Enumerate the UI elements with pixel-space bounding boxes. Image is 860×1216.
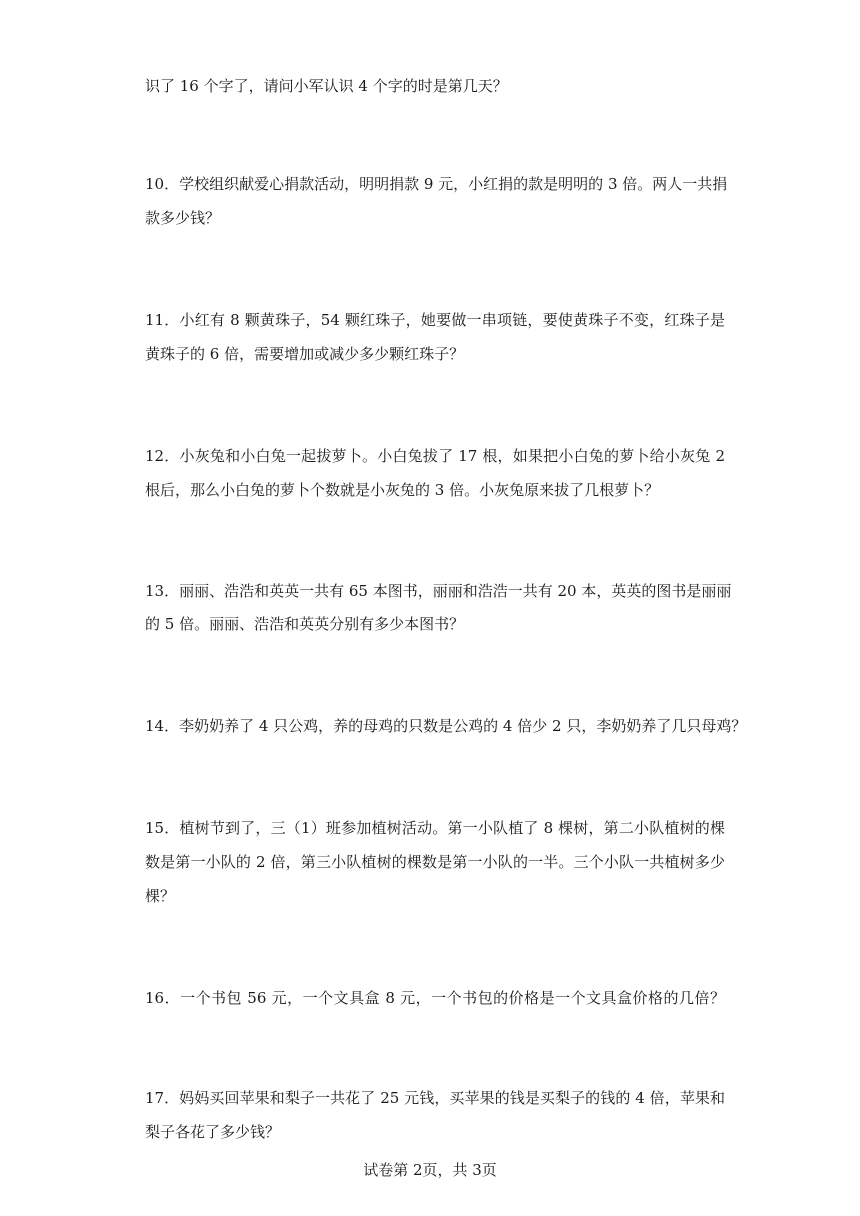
- page-footer: 试卷第 2页，共 3页: [363, 1161, 497, 1179]
- question-16-line-1: 16．一个书包 56 元，一个文具盒 8 元，一个书包的价格是一个文具盒价格的几倍？: [145, 989, 725, 1007]
- question-17-line-2: 梨子各花了多少钱？: [145, 1123, 281, 1141]
- question-13-line-1: 13．丽丽、浩浩和英英一共有 65 本图书，丽丽和浩浩一共有 20 本，英英的图书是丽丽: [145, 582, 732, 600]
- question-12-line-2: 根后，那么小白兔的萝卜个数就是小灰兔的 3 倍。小灰兔原来拔了几根萝卜？: [145, 481, 660, 499]
- question-14-line-1: 14．李奶奶养了 4 只公鸡，养的母鸡的只数是公鸡的 4 倍少 2 只，李奶奶养了几只母鸡？: [145, 717, 747, 735]
- question-12-line-1: 12．小灰兔和小白兔一起拔萝卜。小白兔拔了 17 根，如果把小白兔的萝卜给小灰兔 2: [145, 447, 725, 465]
- question-10-line-1: 10．学校组织献爱心捐款活动，明明捐款 9 元，小红捐的款是明明的 3 倍。两人一共捐: [145, 175, 728, 193]
- question-15-line-1: 15．植树节到了，三（1）班参加植树活动。第一小队植了 8 棵树，第二小队植树的棵: [145, 819, 725, 837]
- question-17-line-1: 17．妈妈买回苹果和梨子一共花了 25 元钱，买苹果的钱是买梨子的钱的 4 倍，苹果和: [145, 1089, 725, 1107]
- question-13-line-2: 的 5 倍。丽丽、浩浩和英英分别有多少本图书？: [145, 615, 465, 633]
- question-9-continuation: 识了 16 个字了，请问小军认识 4 个字的时是第几天？: [145, 77, 508, 95]
- question-11-line-2: 黄珠子的 6 倍，需要增加或减少多少颗红珠子？: [145, 345, 465, 363]
- question-11-line-1: 11．小红有 8 颗黄珠子，54 颗红珠子，她要做一串项链，要使黄珠子不变，红珠子是: [145, 311, 725, 329]
- question-15-line-2: 数是第一小队的 2 倍，第三小队植树的棵数是第一小队的一半。三个小队一共植树多少: [145, 853, 725, 871]
- question-10-line-2: 款多少钱？: [145, 209, 221, 227]
- question-15-line-3: 棵？: [145, 887, 176, 905]
